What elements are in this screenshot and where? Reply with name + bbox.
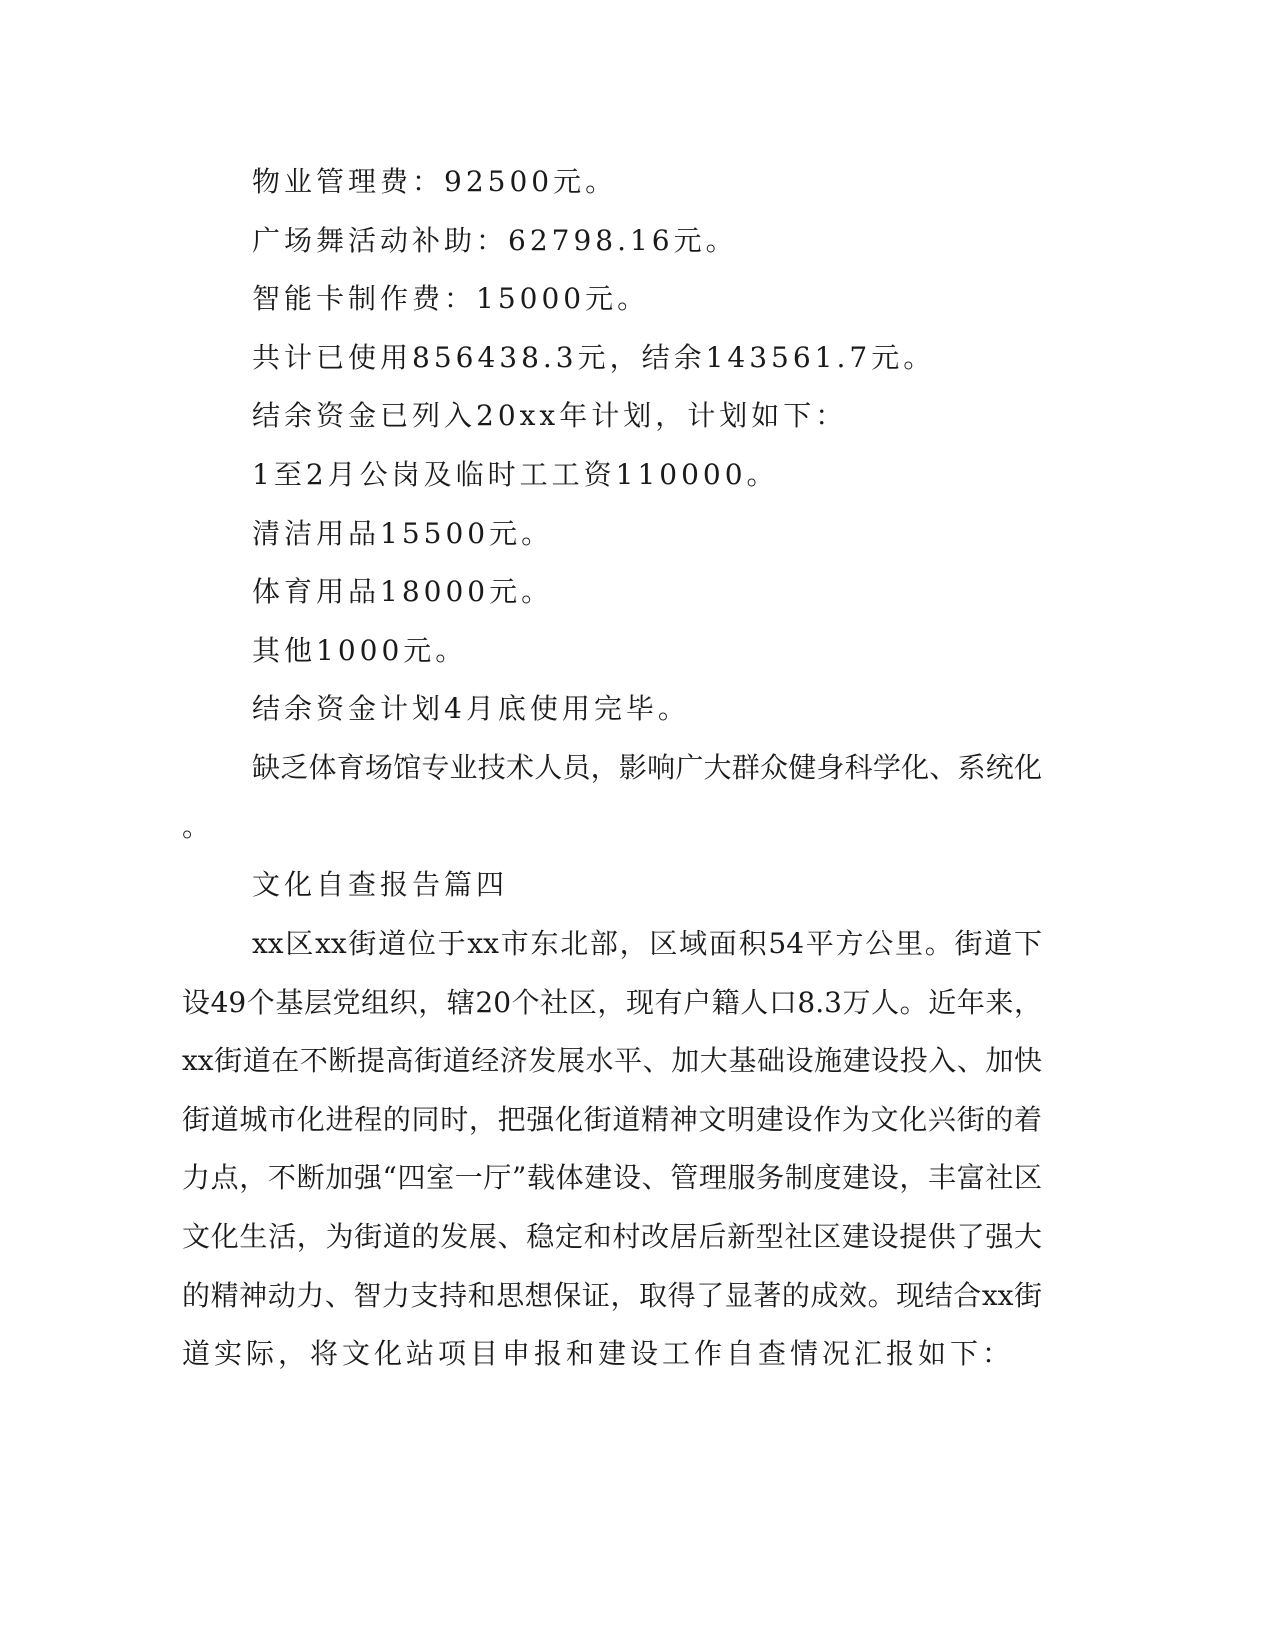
text-line: 缺乏体育场馆专业技术人员，影响广大群众健身科学化、系统化 [252,751,1042,784]
text-line: 结余资金已列入20xx年计划，计划如下： [252,399,848,432]
text-line: 文化生活，为街道的发展、稳定和村改居后新型社区建设提供了强大 [182,1220,1042,1253]
text-line: 智能卡制作费：15000元。 [252,282,650,315]
text-line: 1至2月公岗及临时工工资110000。 [252,458,779,491]
text-line: 广场舞活动补助：62798.16元。 [252,224,738,257]
text-line: 体育用品18000元。 [252,575,554,608]
text-line: 的精神动力、智力支持和思想保证，取得了显著的成效。现结合xx街 [182,1279,1042,1312]
text-line: 结余资金计划4月底使用完毕。 [252,692,690,725]
text-line: 物业管理费：92500元。 [252,165,618,198]
text-line: 其他1000元。 [252,634,468,667]
text-line: 道实际，将文化站项目申报和建设工作自查情况汇报如下： [182,1337,1015,1370]
section-heading: 文化自查报告篇四 [252,868,509,901]
text-line: xx区xx街道位于xx市东北部，区域面积54平方公里。街道下 [252,927,1042,960]
text-line: xx街道在不断提高街道经济发展水平、加大基础设施建设投入、加快 [182,1044,1042,1077]
text-line: 设49个基层党组织，辖20个社区，现有户籍人口8.3万人。近年来， [182,986,1042,1019]
text-line: 。 [182,810,215,843]
text-line: 清洁用品15500元。 [252,517,554,550]
text-line: 共计已使用856438.3元，结余143561.7元。 [252,341,936,374]
text-line: 街道城市化进程的同时，把强化街道精神文明建设作为文化兴街的着 [182,1103,1042,1136]
text-line: 力点，不断加强“四室一厅”载体建设、管理服务制度建设，丰富社区 [182,1161,1042,1194]
